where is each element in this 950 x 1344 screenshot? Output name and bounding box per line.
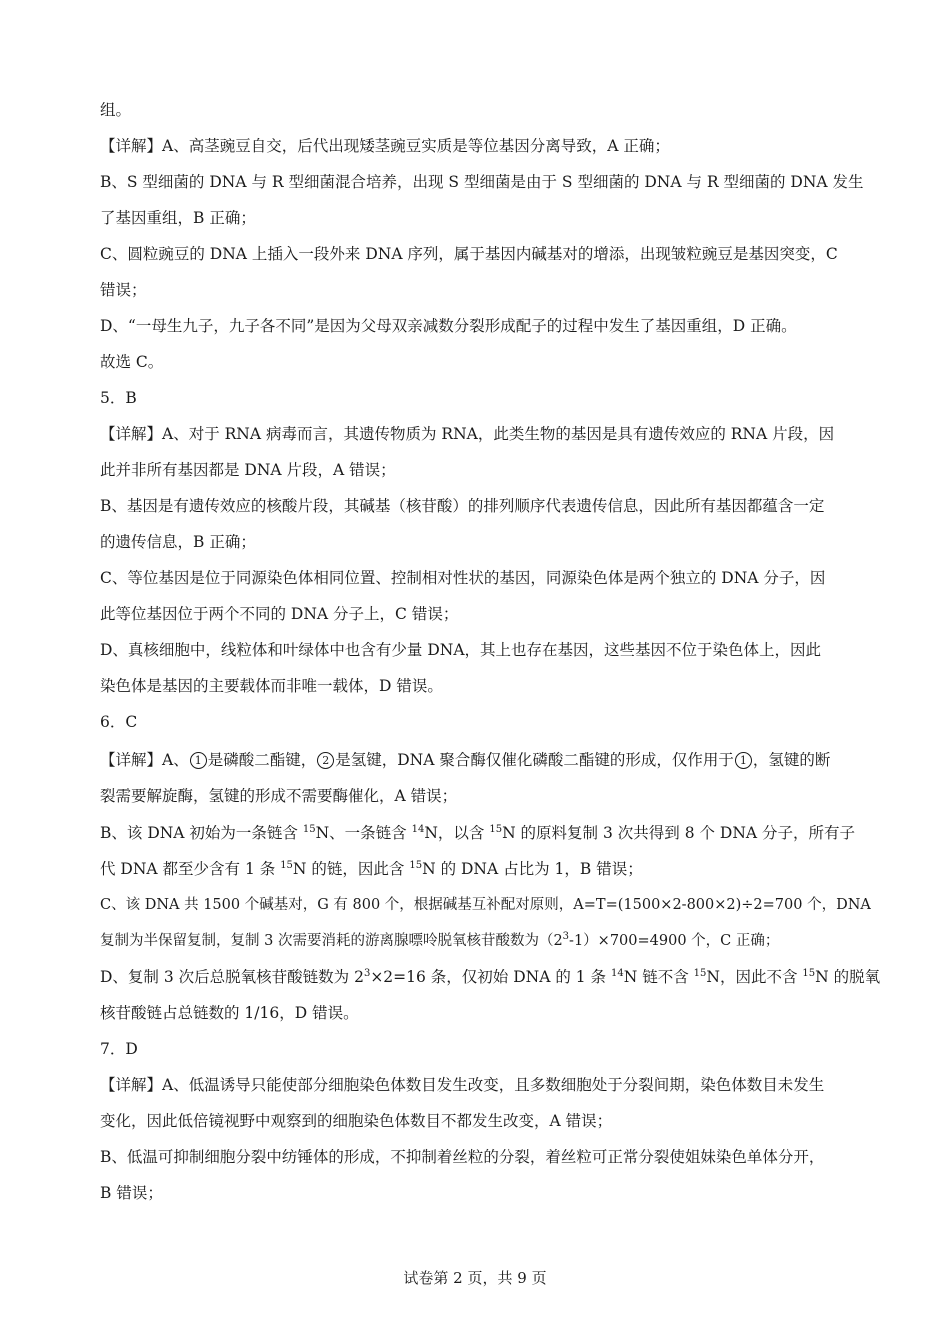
text-run: N、一条链含 xyxy=(315,824,412,842)
question-number: 6．C xyxy=(100,713,138,731)
circled-number: 1 xyxy=(735,752,752,769)
text-run: 复制为半保留复制，复制 3 次需要消耗的游离腺嘌呤脱氧核苷酸数为（2 xyxy=(100,933,563,949)
text-run: N 的链，因此含 xyxy=(292,860,410,878)
text-line: D、真核细胞中，线粒体和叶绿体中也含有少量 DNA，其上也存在基因，这些基因不位于染色体上，因此 xyxy=(100,641,822,659)
text-run: 代 DNA 都至少含有 1 条 xyxy=(100,860,281,878)
text-line xyxy=(100,966,881,988)
text-line: 【详解】A、低温诱导只能使部分细胞染色体数目发生改变，且多数细胞处于分裂间期，染色体数目未发生 xyxy=(100,1076,825,1094)
text-line: C、等位基因是位于同源染色体相同位置、控制相对性状的基因，同源染色体是两个独立的 DNA 分子，因 xyxy=(100,569,826,587)
text-line: C、该 DNA 共 1500 个碱基对，G 有 800 个，根据碱基互补配对原则，A=T=(1500×2-800×2)÷2=700 个，DNA xyxy=(100,897,871,913)
superscript: 3 xyxy=(562,931,570,942)
circled-number: 2 xyxy=(317,752,334,769)
text-line: 核苷酸链占总链数的 1/16，D 错误。 xyxy=(100,1004,359,1022)
text-line: B、基因是有遗传效应的核酸片段，其碱基（核苷酸）的排列顺序代表遗传信息，因此所有基因都蕴含一定 xyxy=(100,497,825,515)
superscript: 15 xyxy=(302,824,316,835)
question-number: 5．B xyxy=(100,389,137,407)
text-run: -1）×700=4900 个，C 正确； xyxy=(569,933,780,949)
text-line xyxy=(100,822,860,844)
superscript: 15 xyxy=(280,860,293,871)
text-run: N，因此不含 xyxy=(706,968,803,986)
text-line: 【详解】A、高茎豌豆自交，后代出现矮茎豌豆实质是等位基因分离导致，A 正确； xyxy=(100,137,670,155)
text-run: N 的 DNA 占比为 1，B 错误； xyxy=(422,860,643,878)
text-line: 此并非所有基因都是 DNA 片段，A 错误； xyxy=(100,461,396,479)
superscript: 14 xyxy=(411,824,425,835)
text-line: 染色体是基因的主要载体而非唯一载体，D 错误。 xyxy=(100,677,443,695)
superscript: 3 xyxy=(363,968,371,979)
superscript: 15 xyxy=(489,824,503,835)
text-line: 了基因重组，B 正确； xyxy=(100,209,256,227)
text-line: D、“一母生九子，九子各不同”是因为父母双亲减数分裂形成配子的过程中发生了基因重组，D 正确。 xyxy=(100,317,797,335)
superscript: 15 xyxy=(693,968,707,979)
text-line: 故选 C。 xyxy=(100,353,164,371)
text-line: B 错误； xyxy=(100,1184,163,1202)
text-line xyxy=(100,749,860,771)
text-run: D、复制 3 次后总脱氧核苷酸链数为 2 xyxy=(100,968,364,986)
text-line: 变化，因此低倍镜视野中观察到的细胞染色体数目不都发生改变，A 错误； xyxy=(100,1112,613,1130)
text-run: 是氢键，DNA 聚合酶仅催化磷酸二酯键的形成，仅作用于 xyxy=(335,751,734,769)
superscript: 15 xyxy=(802,968,816,979)
text-run: ×2=16 条，仅初始 DNA 的 1 条 xyxy=(370,968,611,986)
text-line: B、S 型细菌的 DNA 与 R 型细菌混合培养，出现 S 型细菌是由于 S 型细菌的 DNA 与 R 型细菌的 DNA 发生 xyxy=(100,173,864,191)
text-run: N 的脱氧 xyxy=(815,968,881,986)
text-line: 的遗传信息，B 正确； xyxy=(100,533,256,551)
text-line: 组。 xyxy=(100,101,132,119)
superscript: 15 xyxy=(409,860,423,871)
text-run: N 的原料复制 3 次共得到 8 个 DNA 分子，所有子 xyxy=(502,824,856,842)
page-footer: 试卷第 2 页，共 9 页 xyxy=(403,1269,547,1287)
text-line: C、圆粒豌豆的 DNA 上插入一段外来 DNA 序列，属于基因内碱基对的增添，出现皱粒豌豆是基因突变，C xyxy=(100,245,838,263)
text-run: N，以含 xyxy=(424,824,490,842)
superscript: 14 xyxy=(610,968,624,979)
text-run: N 链不含 xyxy=(623,968,694,986)
text-line: 裂需要解旋酶，氢键的形成不需要酶催化，A 错误； xyxy=(100,787,458,805)
question-number: 7．D xyxy=(100,1040,138,1058)
text-run: 【详解】A、 xyxy=(100,751,189,769)
text-line: 错误； xyxy=(100,281,147,299)
text-line xyxy=(100,930,860,952)
circled-number: 1 xyxy=(190,752,207,769)
text-run: B、该 DNA 初始为一条链含 xyxy=(100,824,303,842)
text-line: 此等位基因位于两个不同的 DNA 分子上，C 错误； xyxy=(100,605,459,623)
text-run: ，氢键的断 xyxy=(752,751,831,769)
text-line: 【详解】A、对于 RNA 病毒而言，其遗传物质为 RNA，此类生物的基因是具有遗传效应的 RNA 片段，因 xyxy=(100,425,835,443)
text-line: B、低温可抑制细胞分裂中纺锤体的形成，不抑制着丝粒的分裂，着丝粒可正常分裂使姐妹染色单体分开， xyxy=(100,1148,825,1166)
text-line xyxy=(100,858,860,880)
text-run: 是磷酸二酯键， xyxy=(207,751,317,769)
